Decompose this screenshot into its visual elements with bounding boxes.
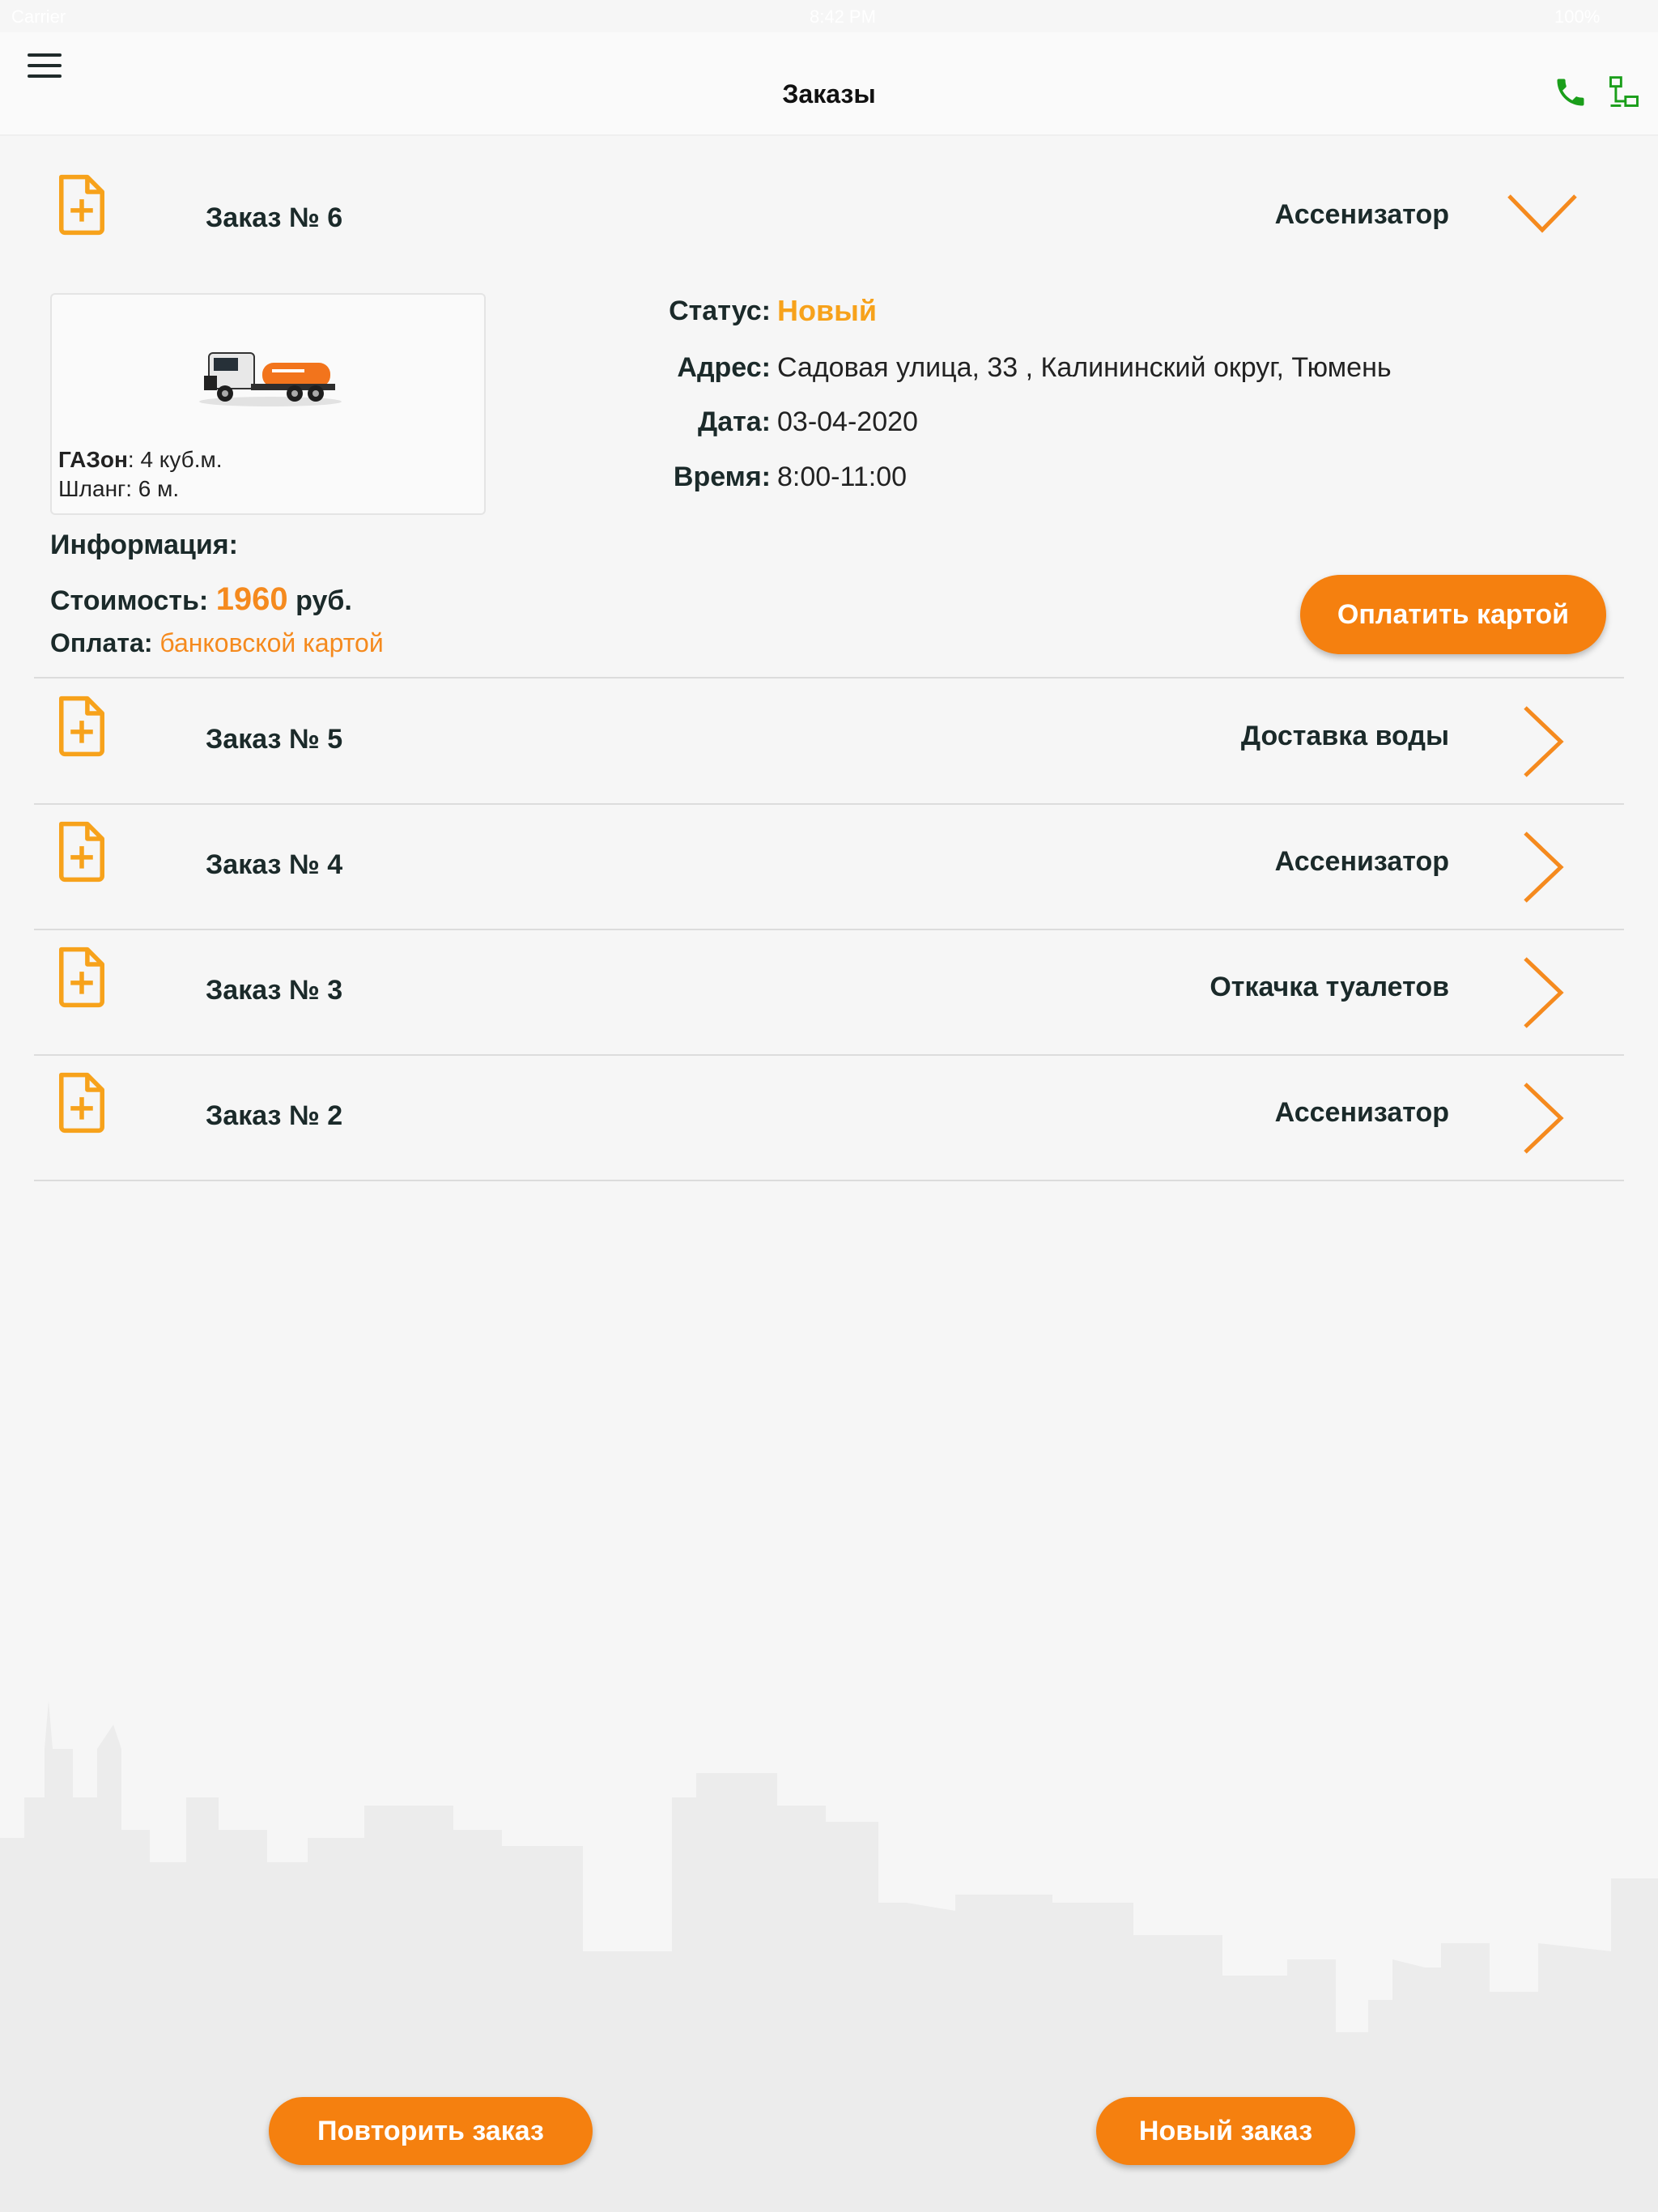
status-bar (0, 0, 1658, 32)
order-type: Ассенизатор (1274, 199, 1449, 230)
order-type: Откачка туалетов (1209, 972, 1449, 1002)
order-row[interactable] (34, 678, 1624, 805)
order-type: Доставка воды (1240, 721, 1449, 751)
order-title[interactable]: Заказ № 2 (206, 1100, 343, 1131)
chevron-right-icon[interactable] (1520, 955, 1566, 1030)
document-plus-icon (55, 820, 108, 883)
network-icon[interactable] (1606, 74, 1642, 110)
payment-value: банковской картой (159, 628, 384, 657)
info-label: Информация: (50, 530, 238, 560)
vehicle-volume-value: : 4 куб.м. (127, 447, 223, 472)
order-title[interactable]: Заказ № 4 (206, 849, 343, 880)
vehicle-card (50, 293, 486, 515)
payment-line (50, 628, 384, 658)
order-row[interactable] (34, 929, 1624, 1056)
order-type: Ассенизатор (1274, 1097, 1449, 1128)
new-order-button[interactable]: Новый заказ (1096, 2097, 1355, 2165)
chevron-right-icon[interactable] (1520, 1081, 1566, 1155)
document-plus-icon (55, 173, 108, 236)
address-label: Адрес: (677, 352, 771, 383)
vehicle-volume (58, 447, 223, 473)
time-label: Время: (673, 462, 771, 492)
date-value: 03-04-2020 (777, 406, 918, 437)
order-title[interactable]: Заказ № 6 (206, 202, 343, 233)
payment-label: Оплата: (50, 628, 153, 657)
order-row[interactable] (34, 804, 1624, 930)
document-plus-icon (55, 946, 108, 1009)
order-title[interactable]: Заказ № 5 (206, 724, 343, 755)
order-title[interactable]: Заказ № 3 (206, 975, 343, 1006)
cost-unit: руб. (295, 585, 352, 616)
status-label: Статус: (669, 296, 771, 326)
cost-line (50, 581, 352, 618)
chevron-down-icon[interactable] (1506, 191, 1579, 236)
carrier-label: Carrier (11, 6, 66, 27)
phone-icon[interactable] (1553, 74, 1588, 110)
address-value: Садовая улица, 33 , Калининский округ, Тюмень (777, 352, 1392, 383)
vehicle-hose: Шланг: 6 м. (58, 476, 180, 501)
cost-value: 1960 (215, 581, 288, 617)
pay-by-card-button[interactable]: Оплатить картой (1300, 575, 1606, 654)
clock: 8:42 PM (810, 6, 876, 27)
order-row[interactable] (34, 1055, 1624, 1181)
chevron-right-icon[interactable] (1520, 704, 1566, 779)
chevron-right-icon[interactable] (1520, 830, 1566, 904)
hamburger-icon[interactable] (28, 53, 62, 81)
page-title: Заказы (782, 79, 876, 108)
vehicle-name: ГАЗон (58, 447, 128, 472)
document-plus-icon (55, 1071, 108, 1134)
status-value: Новый (777, 294, 877, 327)
cost-label: Стоимость: (50, 585, 209, 616)
document-plus-icon (55, 695, 108, 758)
date-label: Дата: (697, 406, 771, 437)
battery-level: 100% (1554, 6, 1601, 27)
order-type: Ассенизатор (1274, 846, 1449, 877)
truck-image (198, 335, 343, 408)
time-value: 8:00-11:00 (777, 462, 908, 492)
repeat-order-button[interactable]: Повторить заказ (269, 2097, 593, 2165)
